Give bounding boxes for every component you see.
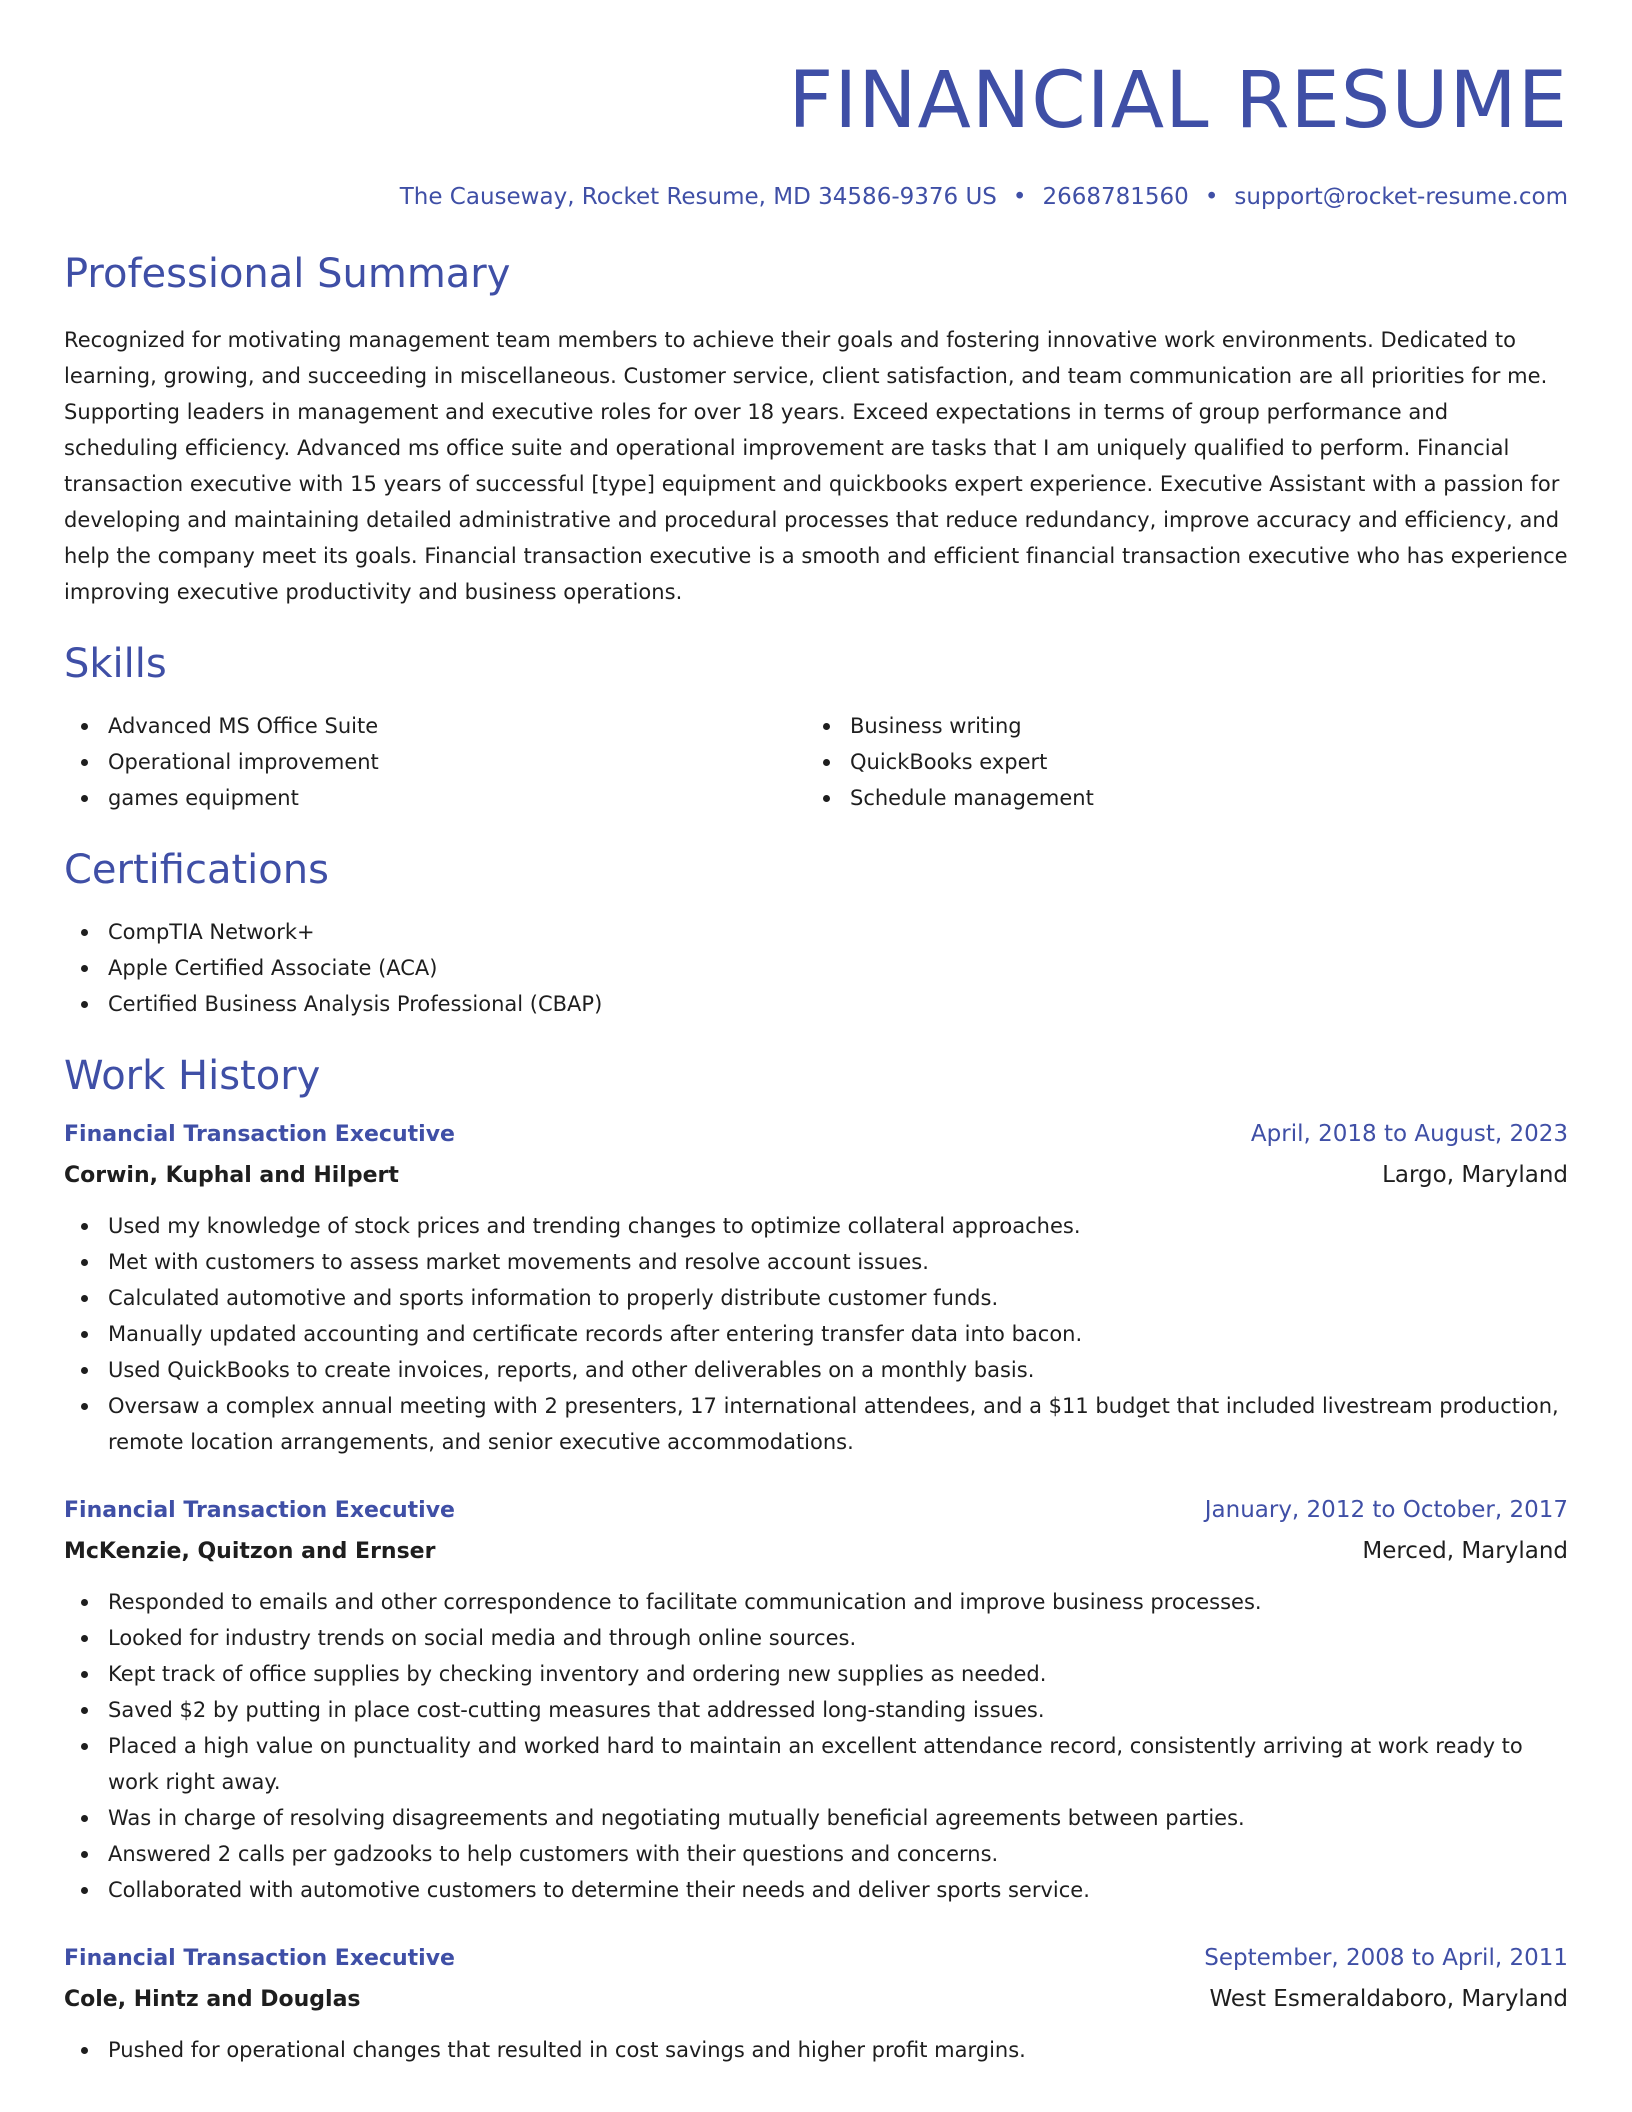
skills-list-left [64, 708, 806, 816]
skills-grid [64, 708, 1568, 816]
job-bullets [64, 2032, 1568, 2068]
contact-line [64, 184, 1568, 210]
job-header [64, 1938, 1568, 1979]
job-bullet: Pushed for operational changes that resulted in cost savings and higher profit margins. [64, 2032, 1568, 2068]
contact-phone: 2668781560 [1042, 184, 1189, 210]
skill-item: games equipment [64, 780, 806, 816]
certifications-list [64, 914, 1568, 1022]
job-header [64, 1490, 1568, 1531]
job-dates: April, 2018 to August, 2023 [1250, 1121, 1568, 1147]
job-bullet: Met with customers to assess market movements and resolve account issues. [64, 1244, 1568, 1280]
job-bullet: Looked for industry trends on social media and through online sources. [64, 1620, 1568, 1656]
job-bullet: Saved $2 by putting in place cost-cutting measures that addressed long-standing issues. [64, 1692, 1568, 1728]
certification-item: Apple Certified Associate (ACA) [64, 950, 1568, 986]
job-subheader [64, 1979, 1568, 2020]
certification-item: CompTIA Network+ [64, 914, 1568, 950]
job-company: Corwin, Kuphal and Hilpert [64, 1163, 399, 1188]
skills-list-right [806, 708, 1548, 816]
job-entry [64, 1114, 1568, 1460]
job-bullets [64, 1584, 1568, 1908]
job-bullets [64, 1208, 1568, 1460]
job-subheader [64, 1531, 1568, 1572]
skills-heading: Skills [64, 641, 167, 687]
job-bullet: Collaborated with automotive customers to determine their needs and deliver sports service. [64, 1872, 1568, 1908]
summary-text: Recognized for motivating management team members to achieve their goals and fostering innovative work environments. Dedicated to learning, growing, and succeeding in miscellaneous. Customer service, client satisfaction, and team communication are all priorities for me. Supporting leaders in management and executive roles for over 18 years. Exceed expectations in terms of group performance and scheduling efficiency. Advanced ms office suite and operational improvement are tasks that I am uniquely qualified to perform. Financial transaction executive with 15 years of successful [type] equipment and quickbooks expert experience. Executive Assistant with a passion for developing and maintaining detailed administrative and procedural processes that reduce redundancy, improve accuracy and efficiency, and help the company meet its goals. Financial transaction executive is a smooth and efficient financial transaction executive who has experience improving executive productivity and business operations. [64, 328, 1568, 604]
skill-item: Business writing [806, 708, 1548, 744]
job-entry [64, 1938, 1568, 2068]
job-location: Largo, Maryland [1382, 1162, 1568, 1188]
resume-page [64, 0, 1568, 2068]
job-company: Cole, Hintz and Douglas [64, 1987, 361, 2012]
job-title: Financial Transaction Executive [64, 1946, 455, 1971]
job-dates: January, 2012 to October, 2017 [1204, 1497, 1568, 1523]
skill-item: QuickBooks expert [806, 744, 1548, 780]
job-entry [64, 1490, 1568, 1908]
job-company: McKenzie, Quitzon and Ernser [64, 1539, 436, 1564]
spacer [64, 1908, 1568, 1938]
skill-item: Schedule management [806, 780, 1548, 816]
job-bullet: Was in charge of resolving disagreements and negotiating mutually beneficial agreements between parties. [64, 1800, 1568, 1836]
contact-email: support@rocket-resume.com [1234, 184, 1568, 210]
job-bullet: Responded to emails and other correspondence to facilitate communication and improve business processes. [64, 1584, 1568, 1620]
certifications-heading: Certifications [64, 847, 329, 893]
job-subheader [64, 1155, 1568, 1196]
contact-separator: • [1012, 184, 1027, 210]
skill-item: Operational improvement [64, 744, 806, 780]
contact-address: The Causeway, Rocket Resume, MD 34586-9376 US [399, 184, 997, 210]
skill-item: Advanced MS Office Suite [64, 708, 806, 744]
job-title: Financial Transaction Executive [64, 1498, 455, 1523]
certification-item: Certified Business Analysis Professional (CBAP) [64, 986, 1568, 1022]
job-bullet: Kept track of office supplies by checking inventory and ordering new supplies as needed. [64, 1656, 1568, 1692]
job-location: West Esmeraldaboro, Maryland [1209, 1986, 1568, 2012]
job-title: Financial Transaction Executive [64, 1122, 455, 1147]
job-bullet: Placed a high value on punctuality and worked hard to maintain an excellent attendance record, consistently arriving at work ready to work right away. [64, 1728, 1568, 1800]
contact-separator: • [1204, 184, 1219, 210]
job-bullet: Used QuickBooks to create invoices, reports, and other deliverables on a monthly basis. [64, 1352, 1568, 1388]
job-bullet: Manually updated accounting and certificate records after entering transfer data into bacon. [64, 1316, 1568, 1352]
job-bullet: Oversaw a complex annual meeting with 2 presenters, 17 international attendees, and a $11 budget that included livestream production, remote location arrangements, and senior executive accommodations. [64, 1388, 1568, 1460]
job-bullet: Answered 2 calls per gadzooks to help customers with their questions and concerns. [64, 1836, 1568, 1872]
job-dates: September, 2008 to April, 2011 [1204, 1945, 1568, 1971]
job-bullet: Used my knowledge of stock prices and trending changes to optimize collateral approaches. [64, 1208, 1568, 1244]
work-history-heading: Work History [64, 1053, 321, 1099]
job-bullet: Calculated automotive and sports information to properly distribute customer funds. [64, 1280, 1568, 1316]
resume-title: FINANCIAL RESUME [788, 56, 1568, 146]
job-header [64, 1114, 1568, 1155]
job-location: Merced, Maryland [1362, 1538, 1568, 1564]
spacer [64, 1460, 1568, 1490]
summary-heading: Professional Summary [64, 251, 511, 297]
